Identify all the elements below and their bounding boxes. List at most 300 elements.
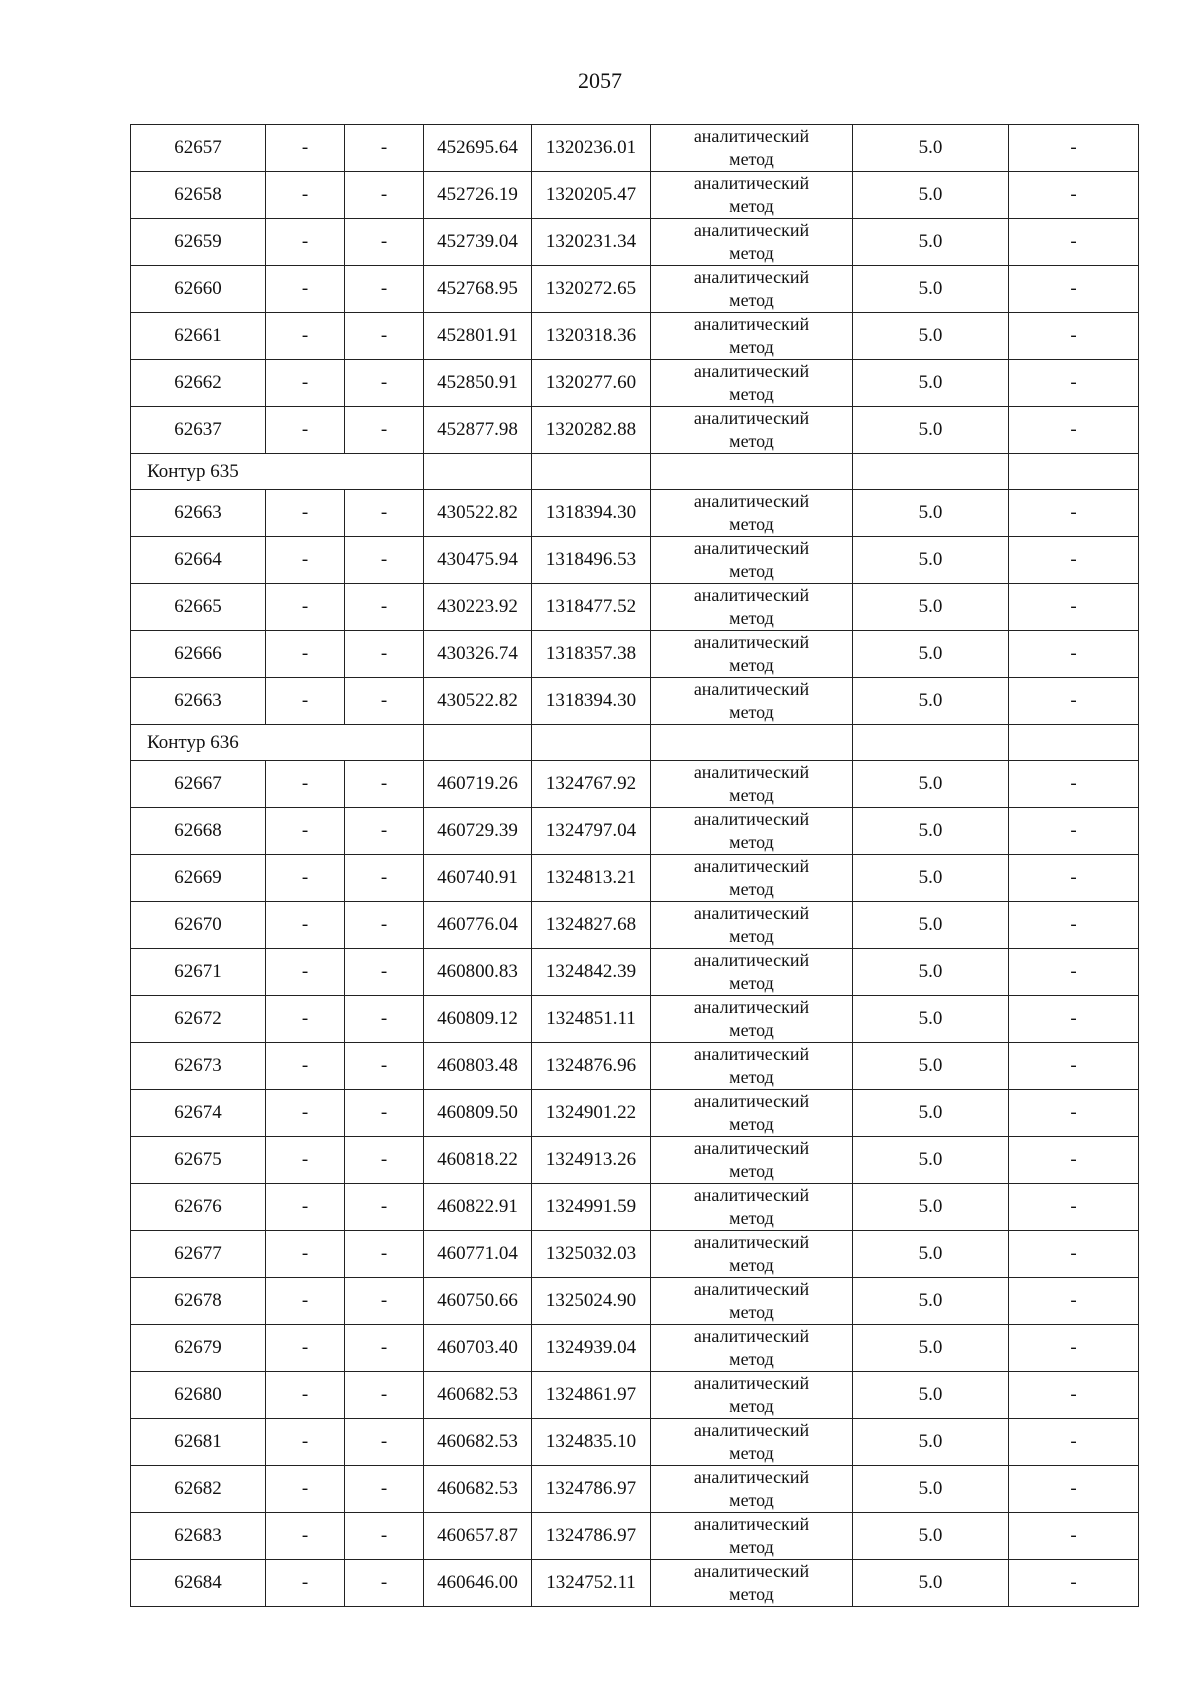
dash-cell: - (345, 1090, 424, 1137)
dash-cell: - (1009, 219, 1139, 266)
dash-cell: - (1009, 1090, 1139, 1137)
dash-cell: - (1009, 125, 1139, 172)
point-id-cell: 62677 (131, 1231, 266, 1278)
table-row (131, 1513, 1139, 1560)
dash-cell: - (266, 1513, 345, 1560)
x-coordinate-cell: 460809.50 (424, 1090, 532, 1137)
dash-cell: - (345, 855, 424, 902)
value-cell: 5.0 (853, 584, 1009, 631)
method-cell (651, 313, 853, 360)
x-coordinate-cell: 460682.53 (424, 1466, 532, 1513)
y-coordinate-cell: 1320205.47 (532, 172, 651, 219)
y-coordinate-cell: 1320318.36 (532, 313, 651, 360)
dash-cell: - (345, 1513, 424, 1560)
method-line-2: метод (729, 832, 774, 852)
method-cell (651, 855, 853, 902)
dash-cell: - (345, 1278, 424, 1325)
point-id-cell: 62671 (131, 949, 266, 996)
point-id-cell: 62664 (131, 537, 266, 584)
method-line-1: аналитический (693, 1232, 810, 1252)
table-row (131, 490, 1139, 537)
point-id-cell: 62637 (131, 407, 266, 454)
dash-cell: - (266, 949, 345, 996)
contour-header-row (131, 454, 1139, 490)
method-line-2: метод (729, 1302, 774, 1322)
value-cell: 5.0 (853, 1513, 1009, 1560)
dash-cell: - (1009, 1043, 1139, 1090)
point-id-cell: 62669 (131, 855, 266, 902)
y-coordinate-cell: 1318496.53 (532, 537, 651, 584)
y-coordinate-cell: 1320282.88 (532, 407, 651, 454)
x-coordinate-cell: 430475.94 (424, 537, 532, 584)
method-line-1: аналитический (693, 1138, 810, 1158)
x-coordinate-cell: 460822.91 (424, 1184, 532, 1231)
method-line-2: метод (729, 1208, 774, 1228)
point-id-cell: 62666 (131, 631, 266, 678)
method-line-2: метод (729, 1537, 774, 1557)
y-coordinate-cell: 1324913.26 (532, 1137, 651, 1184)
x-coordinate-cell: 460682.53 (424, 1372, 532, 1419)
point-id-cell: 62657 (131, 125, 266, 172)
y-coordinate-cell: 1325024.90 (532, 1278, 651, 1325)
x-coordinate-cell: 430522.82 (424, 490, 532, 537)
y-coordinate-cell: 1324939.04 (532, 1325, 651, 1372)
point-id-cell: 62658 (131, 172, 266, 219)
table-row (131, 761, 1139, 808)
method-line-2: метод (729, 384, 774, 404)
method-line-1: аналитический (693, 173, 810, 193)
method-cell (651, 1184, 853, 1231)
dash-cell: - (1009, 1325, 1139, 1372)
point-id-cell: 62684 (131, 1560, 266, 1607)
dash-cell: - (345, 313, 424, 360)
dash-cell: - (266, 360, 345, 407)
method-cell (651, 1043, 853, 1090)
dash-cell: - (1009, 1278, 1139, 1325)
dash-cell: - (1009, 855, 1139, 902)
method-cell (651, 537, 853, 584)
method-cell (651, 1419, 853, 1466)
point-id-cell: 62662 (131, 360, 266, 407)
method-cell (651, 1466, 853, 1513)
empty-cell (651, 725, 853, 761)
method-line-2: метод (729, 290, 774, 310)
x-coordinate-cell: 430326.74 (424, 631, 532, 678)
method-line-1: аналитический (693, 1044, 810, 1064)
value-cell: 5.0 (853, 407, 1009, 454)
dash-cell: - (345, 1372, 424, 1419)
empty-cell (853, 725, 1009, 761)
dash-cell: - (266, 631, 345, 678)
method-line-1: аналитический (693, 903, 810, 923)
method-line-1: аналитический (693, 809, 810, 829)
method-line-1: аналитический (693, 408, 810, 428)
method-cell (651, 1560, 853, 1607)
point-id-cell: 62679 (131, 1325, 266, 1372)
x-coordinate-cell: 460703.40 (424, 1325, 532, 1372)
method-cell (651, 808, 853, 855)
y-coordinate-cell: 1324827.68 (532, 902, 651, 949)
y-coordinate-cell: 1324752.11 (532, 1560, 651, 1607)
dash-cell: - (345, 678, 424, 725)
table-row (131, 808, 1139, 855)
y-coordinate-cell: 1324901.22 (532, 1090, 651, 1137)
x-coordinate-cell: 460657.87 (424, 1513, 532, 1560)
dash-cell: - (266, 172, 345, 219)
value-cell: 5.0 (853, 1372, 1009, 1419)
point-id-cell: 62680 (131, 1372, 266, 1419)
dash-cell: - (266, 584, 345, 631)
empty-cell (1009, 725, 1139, 761)
dash-cell: - (345, 949, 424, 996)
dash-cell: - (266, 1184, 345, 1231)
method-line-1: аналитический (693, 762, 810, 782)
method-line-2: метод (729, 561, 774, 581)
table-row (131, 631, 1139, 678)
table-row (131, 1137, 1139, 1184)
point-id-cell: 62673 (131, 1043, 266, 1090)
dash-cell: - (345, 902, 424, 949)
method-line-2: метод (729, 1396, 774, 1416)
method-line-1: аналитический (693, 950, 810, 970)
x-coordinate-cell: 430522.82 (424, 678, 532, 725)
dash-cell: - (345, 1325, 424, 1372)
method-line-1: аналитический (693, 856, 810, 876)
value-cell: 5.0 (853, 1043, 1009, 1090)
point-id-cell: 62667 (131, 761, 266, 808)
table-row (131, 902, 1139, 949)
value-cell: 5.0 (853, 631, 1009, 678)
method-line-2: метод (729, 973, 774, 993)
dash-cell: - (345, 1184, 424, 1231)
value-cell: 5.0 (853, 808, 1009, 855)
method-cell (651, 266, 853, 313)
dash-cell: - (1009, 1231, 1139, 1278)
empty-cell (1009, 454, 1139, 490)
dash-cell: - (345, 407, 424, 454)
method-cell (651, 631, 853, 678)
point-id-cell: 62676 (131, 1184, 266, 1231)
value-cell: 5.0 (853, 266, 1009, 313)
method-line-1: аналитический (693, 361, 810, 381)
dash-cell: - (345, 1419, 424, 1466)
dash-cell: - (345, 219, 424, 266)
dash-cell: - (266, 407, 345, 454)
x-coordinate-cell: 460719.26 (424, 761, 532, 808)
y-coordinate-cell: 1324767.92 (532, 761, 651, 808)
value-cell: 5.0 (853, 678, 1009, 725)
method-line-2: метод (729, 655, 774, 675)
method-cell (651, 125, 853, 172)
dash-cell: - (1009, 1560, 1139, 1607)
dash-cell: - (1009, 584, 1139, 631)
dash-cell: - (1009, 902, 1139, 949)
page-number: 2057 (578, 68, 622, 93)
dash-cell: - (1009, 537, 1139, 584)
y-coordinate-cell: 1318394.30 (532, 490, 651, 537)
x-coordinate-cell: 460803.48 (424, 1043, 532, 1090)
y-coordinate-cell: 1324991.59 (532, 1184, 651, 1231)
value-cell: 5.0 (853, 1090, 1009, 1137)
method-line-2: метод (729, 1020, 774, 1040)
dash-cell: - (1009, 490, 1139, 537)
method-line-1: аналитический (693, 314, 810, 334)
x-coordinate-cell: 452801.91 (424, 313, 532, 360)
table-row (131, 266, 1139, 313)
point-id-cell: 62678 (131, 1278, 266, 1325)
point-id-cell: 62659 (131, 219, 266, 266)
dash-cell: - (1009, 313, 1139, 360)
method-cell (651, 490, 853, 537)
table-row (131, 678, 1139, 725)
dash-cell: - (266, 490, 345, 537)
method-line-2: метод (729, 1490, 774, 1510)
method-line-1: аналитический (693, 1091, 810, 1111)
dash-cell: - (345, 808, 424, 855)
method-cell (651, 1325, 853, 1372)
coordinates-table (130, 124, 1139, 1607)
x-coordinate-cell: 452726.19 (424, 172, 532, 219)
value-cell: 5.0 (853, 537, 1009, 584)
x-coordinate-cell: 452739.04 (424, 219, 532, 266)
dash-cell: - (266, 1090, 345, 1137)
dash-cell: - (1009, 266, 1139, 313)
method-line-1: аналитический (693, 1185, 810, 1205)
value-cell: 5.0 (853, 125, 1009, 172)
y-coordinate-cell: 1324876.96 (532, 1043, 651, 1090)
dash-cell: - (1009, 1372, 1139, 1419)
dash-cell: - (266, 1278, 345, 1325)
value-cell: 5.0 (853, 1560, 1009, 1607)
method-cell (651, 1372, 853, 1419)
method-line-1: аналитический (693, 267, 810, 287)
dash-cell: - (345, 537, 424, 584)
point-id-cell: 62660 (131, 266, 266, 313)
y-coordinate-cell: 1324797.04 (532, 808, 651, 855)
dash-cell: - (266, 219, 345, 266)
table-row (131, 1419, 1139, 1466)
method-line-1: аналитический (693, 997, 810, 1017)
y-coordinate-cell: 1324861.97 (532, 1372, 651, 1419)
point-id-cell: 62675 (131, 1137, 266, 1184)
dash-cell: - (345, 1231, 424, 1278)
method-cell (651, 1278, 853, 1325)
x-coordinate-cell: 460800.83 (424, 949, 532, 996)
dash-cell: - (345, 1560, 424, 1607)
dash-cell: - (345, 996, 424, 1043)
method-line-2: метод (729, 1114, 774, 1134)
method-cell (651, 1513, 853, 1560)
dash-cell: - (345, 1137, 424, 1184)
dash-cell: - (345, 1466, 424, 1513)
y-coordinate-cell: 1318394.30 (532, 678, 651, 725)
dash-cell: - (266, 125, 345, 172)
method-line-2: метод (729, 1067, 774, 1087)
empty-cell (651, 454, 853, 490)
point-id-cell: 62668 (131, 808, 266, 855)
method-line-2: метод (729, 879, 774, 899)
x-coordinate-cell: 430223.92 (424, 584, 532, 631)
table-row (131, 584, 1139, 631)
point-id-cell: 62663 (131, 678, 266, 725)
method-line-1: аналитический (693, 1420, 810, 1440)
method-line-2: метод (729, 1584, 774, 1604)
dash-cell: - (266, 1372, 345, 1419)
dash-cell: - (345, 360, 424, 407)
x-coordinate-cell: 460740.91 (424, 855, 532, 902)
value-cell: 5.0 (853, 1231, 1009, 1278)
empty-cell (853, 454, 1009, 490)
table-row (131, 219, 1139, 266)
point-id-cell: 62661 (131, 313, 266, 360)
point-id-cell: 62663 (131, 490, 266, 537)
method-cell (651, 1231, 853, 1278)
dash-cell: - (1009, 1184, 1139, 1231)
y-coordinate-cell: 1324835.10 (532, 1419, 651, 1466)
point-id-cell: 62670 (131, 902, 266, 949)
x-coordinate-cell: 460818.22 (424, 1137, 532, 1184)
method-line-1: аналитический (693, 1561, 810, 1581)
y-coordinate-cell: 1318477.52 (532, 584, 651, 631)
x-coordinate-cell: 452877.98 (424, 407, 532, 454)
method-cell (651, 172, 853, 219)
value-cell: 5.0 (853, 1137, 1009, 1184)
dash-cell: - (1009, 1466, 1139, 1513)
dash-cell: - (266, 1137, 345, 1184)
method-line-2: метод (729, 337, 774, 357)
value-cell: 5.0 (853, 490, 1009, 537)
dash-cell: - (1009, 631, 1139, 678)
empty-cell (424, 725, 532, 761)
x-coordinate-cell: 452850.91 (424, 360, 532, 407)
y-coordinate-cell: 1324842.39 (532, 949, 651, 996)
method-line-2: метод (729, 702, 774, 722)
dash-cell: - (1009, 172, 1139, 219)
empty-cell (532, 725, 651, 761)
method-line-1: аналитический (693, 126, 810, 146)
method-line-1: аналитический (693, 491, 810, 511)
dash-cell: - (1009, 1513, 1139, 1560)
point-id-cell: 62672 (131, 996, 266, 1043)
method-line-2: метод (729, 785, 774, 805)
value-cell: 5.0 (853, 996, 1009, 1043)
table-row (131, 1372, 1139, 1419)
dash-cell: - (345, 172, 424, 219)
dash-cell: - (345, 584, 424, 631)
x-coordinate-cell: 460809.12 (424, 996, 532, 1043)
table-row (131, 1560, 1139, 1607)
method-line-2: метод (729, 1349, 774, 1369)
point-id-cell: 62681 (131, 1419, 266, 1466)
dash-cell: - (266, 1231, 345, 1278)
dash-cell: - (345, 266, 424, 313)
y-coordinate-cell: 1324786.97 (532, 1466, 651, 1513)
method-cell (651, 996, 853, 1043)
table-row (131, 360, 1139, 407)
value-cell: 5.0 (853, 902, 1009, 949)
dash-cell: - (1009, 360, 1139, 407)
table-row (131, 949, 1139, 996)
dash-cell: - (266, 808, 345, 855)
method-line-1: аналитический (693, 1373, 810, 1393)
method-cell (651, 360, 853, 407)
contour-label: Контур 635 (131, 454, 424, 490)
point-id-cell: 62674 (131, 1090, 266, 1137)
dash-cell: - (1009, 808, 1139, 855)
method-line-1: аналитический (693, 679, 810, 699)
table-row (131, 996, 1139, 1043)
dash-cell: - (266, 855, 345, 902)
point-id-cell: 62682 (131, 1466, 266, 1513)
table-row (131, 1184, 1139, 1231)
method-line-1: аналитический (693, 220, 810, 240)
x-coordinate-cell: 460750.66 (424, 1278, 532, 1325)
table-row (131, 1278, 1139, 1325)
dash-cell: - (345, 1043, 424, 1090)
dash-cell: - (266, 1466, 345, 1513)
method-line-1: аналитический (693, 1326, 810, 1346)
y-coordinate-cell: 1320236.01 (532, 125, 651, 172)
method-line-2: метод (729, 608, 774, 628)
dash-cell: - (345, 125, 424, 172)
table-row (131, 313, 1139, 360)
method-cell (651, 584, 853, 631)
dash-cell: - (1009, 996, 1139, 1043)
dash-cell: - (266, 1043, 345, 1090)
table-row (131, 855, 1139, 902)
dash-cell: - (266, 761, 345, 808)
dash-cell: - (1009, 1137, 1139, 1184)
method-line-2: метод (729, 1255, 774, 1275)
method-line-1: аналитический (693, 1279, 810, 1299)
dash-cell: - (266, 902, 345, 949)
y-coordinate-cell: 1325032.03 (532, 1231, 651, 1278)
table-row (131, 1043, 1139, 1090)
x-coordinate-cell: 452768.95 (424, 266, 532, 313)
y-coordinate-cell: 1324813.21 (532, 855, 651, 902)
method-cell (651, 678, 853, 725)
method-line-2: метод (729, 926, 774, 946)
table-row (131, 407, 1139, 454)
table-row (131, 1325, 1139, 1372)
dash-cell: - (266, 537, 345, 584)
dash-cell: - (266, 313, 345, 360)
method-line-1: аналитический (693, 1467, 810, 1487)
value-cell: 5.0 (853, 1325, 1009, 1372)
contour-header-row (131, 725, 1139, 761)
empty-cell (424, 454, 532, 490)
dash-cell: - (345, 761, 424, 808)
empty-cell (532, 454, 651, 490)
value-cell: 5.0 (853, 313, 1009, 360)
method-cell (651, 1137, 853, 1184)
x-coordinate-cell: 460646.00 (424, 1560, 532, 1607)
point-id-cell: 62683 (131, 1513, 266, 1560)
y-coordinate-cell: 1320277.60 (532, 360, 651, 407)
method-line-2: метод (729, 243, 774, 263)
table-row (131, 1231, 1139, 1278)
x-coordinate-cell: 452695.64 (424, 125, 532, 172)
x-coordinate-cell: 460776.04 (424, 902, 532, 949)
value-cell: 5.0 (853, 761, 1009, 808)
method-line-1: аналитический (693, 538, 810, 558)
table-row (131, 172, 1139, 219)
y-coordinate-cell: 1324851.11 (532, 996, 651, 1043)
method-line-2: метод (729, 514, 774, 534)
y-coordinate-cell: 1320231.34 (532, 219, 651, 266)
dash-cell: - (266, 678, 345, 725)
y-coordinate-cell: 1320272.65 (532, 266, 651, 313)
